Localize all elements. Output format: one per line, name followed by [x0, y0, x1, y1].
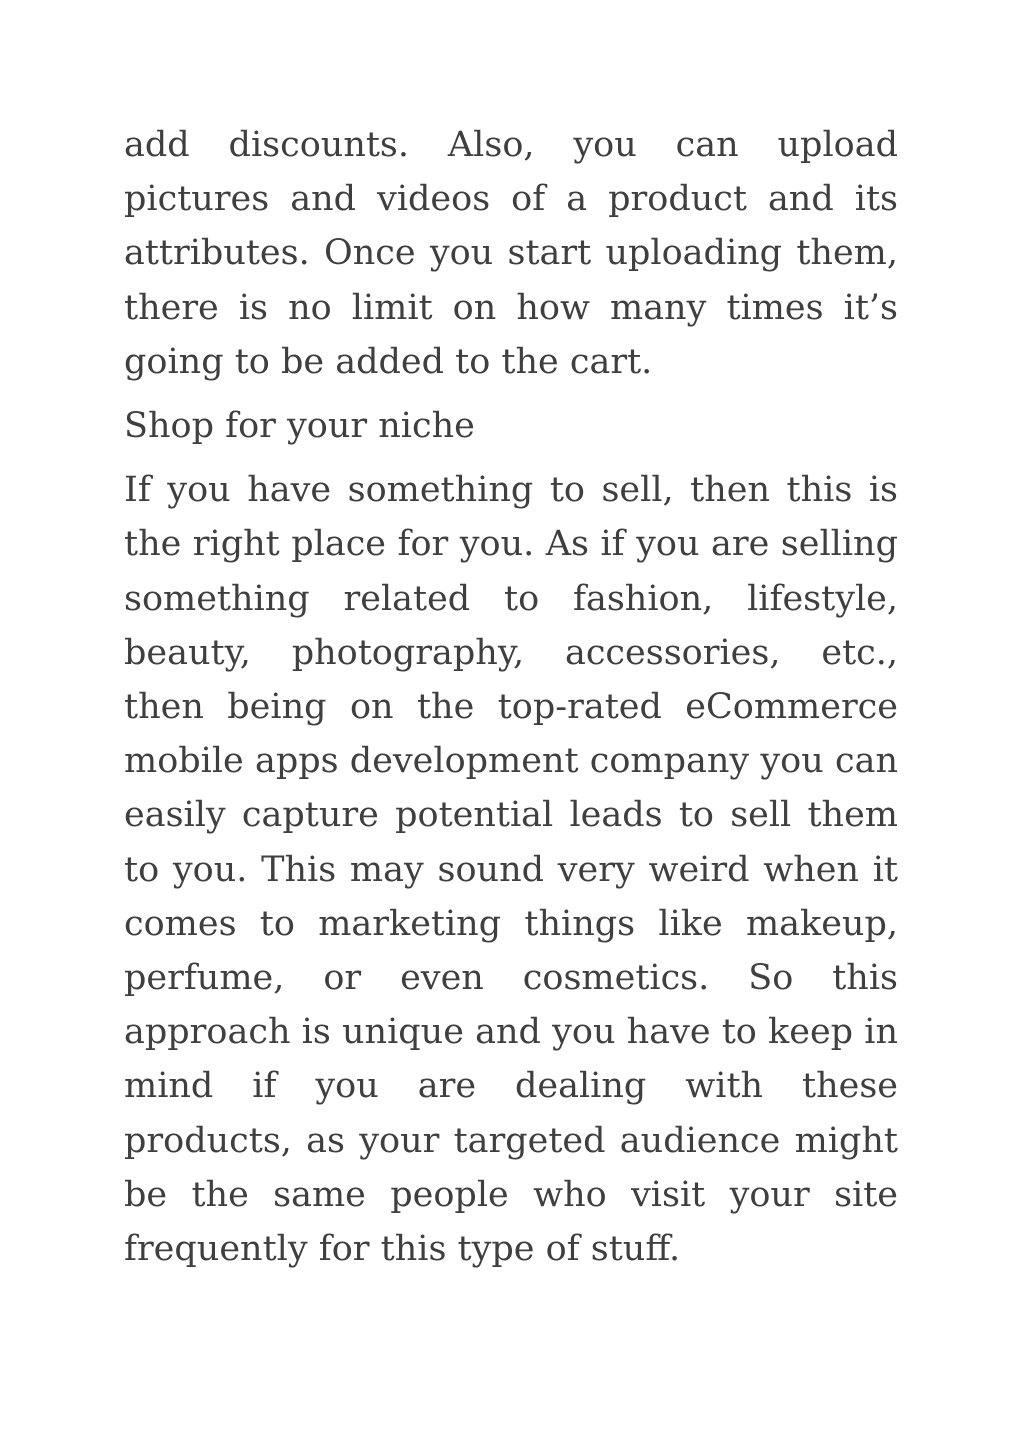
body-paragraph: If you have something to sell, then this is the right place for you. As if you are selling something related to fashion, lifestyle, beauty, photography, accessories, etc., then being on the top-rated eCommerce mobile apps development company you can easily capture potential leads to sell them to you. This may sound very weird when it comes to marketing things like makeup, perfume, or even cosmetics. So this approach is unique and you have to keep in mind if you are dealing with these products, as your targeted audience might be the same people who visit your site frequently for this type of stuff.: [124, 470, 898, 1270]
body-paragraph: add discounts. Also, you can upload pictures and videos of a product and its attributes. Once you start uploading them, there is no limit on how many times it’s going to be added to the cart.: [124, 125, 898, 382]
document-page: [124, 118, 898, 1276]
section-heading: Shop for your niche: [124, 406, 475, 447]
